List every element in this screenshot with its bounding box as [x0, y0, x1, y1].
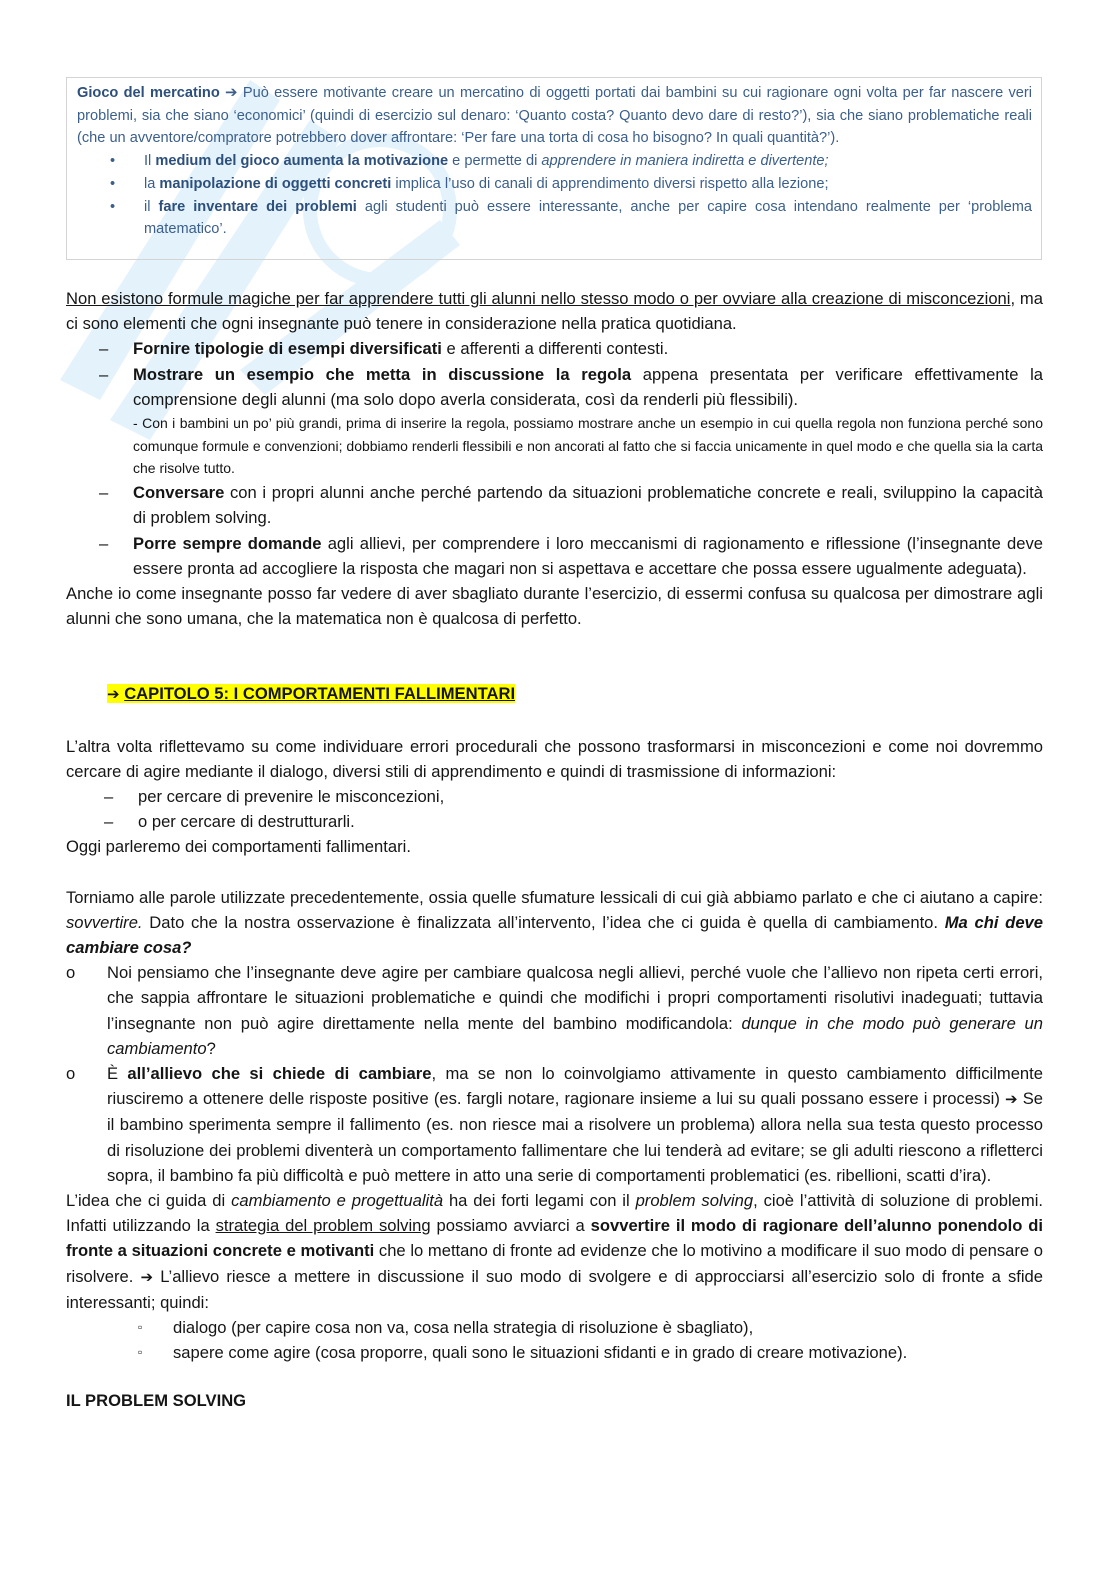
bold-run: sovvertire il modo di ragionare dell’alunno ponendolo di fronte a situazioni concrete e motivanti — [66, 1216, 1043, 1261]
list-item — [66, 1340, 1043, 1365]
square-marker: ▫ — [138, 1320, 143, 1335]
box-intro — [77, 81, 1032, 150]
question-text: Ma chi deve cambiare cosa? — [66, 912, 1043, 957]
text-run: L’idea che ci guida di — [66, 1191, 232, 1210]
list-item — [66, 362, 1043, 481]
text-run: Dato che la nostra osservazione è finalizzata all’intervento, l’idea che ci guida è quella di cambiamento. — [142, 912, 945, 932]
item-text: , ma se non lo coinvolgiamo attivamente in questo cambiamento difficilmente riusciremo a ottenere delle risposte positive (es. fargli notare, ragionare insieme a lui su quali possano essere i processi) — [107, 1063, 1043, 1109]
dash-marker: – — [99, 533, 109, 553]
mercatino-box — [66, 77, 1042, 260]
italic-run: sovvertire. — [66, 912, 143, 932]
italic-run: cambiamento e progettualità — [231, 1191, 444, 1210]
item-text: È — [107, 1063, 128, 1083]
bullet-bold: manipolazione di oggetti concreti — [159, 175, 392, 192]
bullet-bold: medium del gioco aumenta la motivazione — [155, 153, 449, 170]
arrow-icon: ➔ — [1005, 1090, 1018, 1109]
dash-marker: – — [99, 483, 109, 503]
box-bullet — [144, 196, 1032, 241]
list-item — [66, 1315, 1043, 1340]
list-item — [66, 784, 1043, 809]
arrow-icon: ➔ — [140, 1267, 154, 1286]
list-item — [66, 480, 1043, 530]
bullet-text: implica l’uso di canali di apprendimento diversi rispetto alla lezione; — [391, 175, 829, 192]
today-line: Oggi parleremo dei comportamenti fallimentari. — [66, 837, 411, 857]
dash-marker: – — [104, 812, 114, 832]
item-bold: Fornire tipologie di esempi diversificati — [133, 339, 442, 359]
text-run: possiamo avviarci a — [430, 1216, 591, 1236]
chapter-title: CAPITOLO 5: I COMPORTAMENTI FALLIMENTARI — [124, 684, 516, 704]
item-text: agli allievi, per comprendere i loro meccanismi di ragionamento e riflessione (l’insegnante deve essere pronta ad accogliere la risposta che magari non si aspettava e accettare che possa essere ugualmente adeguata). — [133, 533, 1043, 578]
closing-paragraph: Anche io come insegnante posso far vedere di aver sbagliato durante l’esercizio, di essermi confusa su qualcosa per dimostrare agli alunni che sono umana, che la matematica non è qualcosa di perfetto. — [66, 583, 1043, 629]
item-text: ? — [206, 1038, 216, 1058]
list-item — [66, 336, 1043, 361]
circle-marker: o — [66, 963, 76, 983]
circle-marker: o — [66, 1063, 76, 1083]
item-text: con i propri alunni anche perché partendo da situazioni problematiche concrete e reali, sviluppino la capacità di problem solving. — [133, 483, 1043, 528]
text-run: , cioè l’attività di soluzione di problemi. Infatti utilizzando la — [66, 1191, 1043, 1236]
chapter-heading — [66, 681, 1043, 707]
dash-marker: – — [99, 339, 109, 359]
item-bold: Porre sempre domande — [133, 533, 322, 553]
square-marker: ▫ — [138, 1345, 143, 1360]
intro-underlined: Non esistono formule magiche per far apprendere tutti gli alunni nello stesso modo o per ovviare alla creazione di misconcezioni — [66, 289, 1011, 308]
arrow-icon: ➔ — [225, 83, 238, 101]
bullet-text: la — [144, 175, 160, 192]
text-run: che lo mettano di fronte ad evidenze che lo motivino a modificare il suo modo di pensare o risolvere. — [66, 1241, 1043, 1286]
dash-marker: – — [99, 364, 109, 384]
text-run: L’allievo riesce a mettere in discussione il suo modo di svolgere e di approcciarsi all’esercizio solo di fronte a sfide interessanti; quindi: — [66, 1266, 1043, 1312]
item-bold: all’allievo che si chiede di cambiare — [127, 1063, 432, 1083]
item-note: - Con i bambini un po’ più grandi, prima di inserire la regola, possiamo mostrare anche un esempio in cui quella regola non funziona perché sono comunque formule e convenzioni; dobbiamo renderli flessibili e non ancorati al fatto che si faccia unicamente in quel modo e che quella sia la carta che risolve tutto. — [133, 415, 1043, 477]
bullet-text: il — [144, 198, 159, 215]
box-intro-text: Può essere motivante creare un mercatino di oggetti portati dai bambini su cui ragionare ogni volta per far nascere veri problemi, sia che siano ‘economici’ (quindi di esercizio sul denaro: ‘Quanto costa? Quanto devo dare di resto?’), sia che siano problematiche reali (che un avventore/compratore potrebbero dover affrontare: ‘Per fare una torta di cosa ho bisogno? In quali quantità?’). — [77, 85, 1033, 147]
box-bullet-list — [77, 150, 1032, 241]
list-item — [66, 531, 1043, 581]
item-text: o per cercare di destrutturarli. — [138, 812, 355, 832]
chapter-intro: L’altra volta riflettevamo su come individuare errori procedurali che possono trasformarsi in misconcezioni e come noi dovremmo cercare di agire mediante il dialogo, diversi stili di apprendimento e quindi di trasmissione di informazioni: — [66, 736, 1043, 781]
item-text: dialogo (per capire cosa non va, cosa nella strategia di risoluzione è sbagliato), — [173, 1318, 754, 1338]
bullet-italic: apprendere in maniera indiretta e divertente; — [541, 153, 829, 170]
item-bold: Conversare — [133, 483, 225, 503]
item-text: sapere come agire (cosa proporre, quali sono le situazioni sfidanti e in grado di creare motivazione). — [173, 1343, 908, 1363]
list-item — [66, 1061, 1043, 1188]
section-heading — [66, 1388, 1043, 1413]
list-item — [66, 809, 1043, 834]
item-bold: Mostrare un esempio che metta in discussione la regola — [133, 364, 632, 384]
box-bullet — [144, 173, 1032, 196]
intro-rest: , ma ci sono elementi che ogni insegnante può tenere in considerazione nella pratica quotidiana. — [66, 289, 1043, 334]
text-run: Torniamo alle parole utilizzate precedentemente, ossia quelle sfumature lessicali di cui già abbiamo parlato e che ci aiutano a capire: — [66, 887, 1043, 907]
italic-run: problem solving — [635, 1191, 754, 1210]
item-text: appena presentata per verificare effettivamente la comprensione degli alunni (ma solo dopo averla considerata, così da renderli più flessibili). — [133, 364, 1043, 409]
box-heading: Gioco del mercatino — [77, 85, 220, 101]
main-text — [66, 286, 1043, 1414]
item-text: e afferenti a differenti contesti. — [441, 339, 669, 359]
item-text: per cercare di prevenire le misconcezioni, — [138, 786, 445, 806]
bullet-text: Il — [144, 153, 156, 170]
intro-paragraph — [66, 286, 1043, 336]
bullet-text: e permette di — [448, 153, 542, 170]
dash-marker: – — [104, 786, 114, 806]
text-run: ha dei forti legami con il — [443, 1191, 636, 1210]
italic-run: dunque in che modo può generare un cambiamento — [107, 1013, 1044, 1058]
idea-paragraph — [66, 1188, 1043, 1315]
box-bullet — [144, 150, 1032, 173]
item-text: Se il bambino sperimenta sempre il fallimento (es. non riesce mai a risolvere un problema) allora nella sua testa questo processo di risoluzione dei problemi diventerà un comportamento fallimentare che lui tenderà ad evitare; se gli adulti riescono a rifletterci sopra, il bambino fa più difficoltà e può mettere in atto una serie di comportamenti problematici (es. ribellioni, scatti d’ira). — [107, 1089, 1044, 1185]
arrow-icon: ➔ — [107, 685, 120, 704]
words-paragraph — [66, 885, 1043, 961]
item-text: Noi pensiamo che l’insegnante deve agire per cambiare qualcosa negli allievi, perché vuole che l’allievo non ripeta certi errori, che sappia affrontare le situazioni problematiche e quindi che modifichi i propri comportamenti risolutivi inadeguati; tuttavia l’insegnante non può agire direttamente nella mente del bambino modificandola: — [107, 963, 1043, 1033]
list-item — [66, 960, 1043, 1061]
bullet-bold: fare inventare dei problemi — [158, 198, 357, 215]
bullet-text: agli studenti può essere interessante, anche per capire cosa intendano realmente per ‘problema matematico’. — [144, 198, 1032, 238]
underlined-run: strategia del problem solving — [215, 1216, 431, 1236]
section-title: IL PROBLEM SOLVING — [66, 1391, 247, 1411]
